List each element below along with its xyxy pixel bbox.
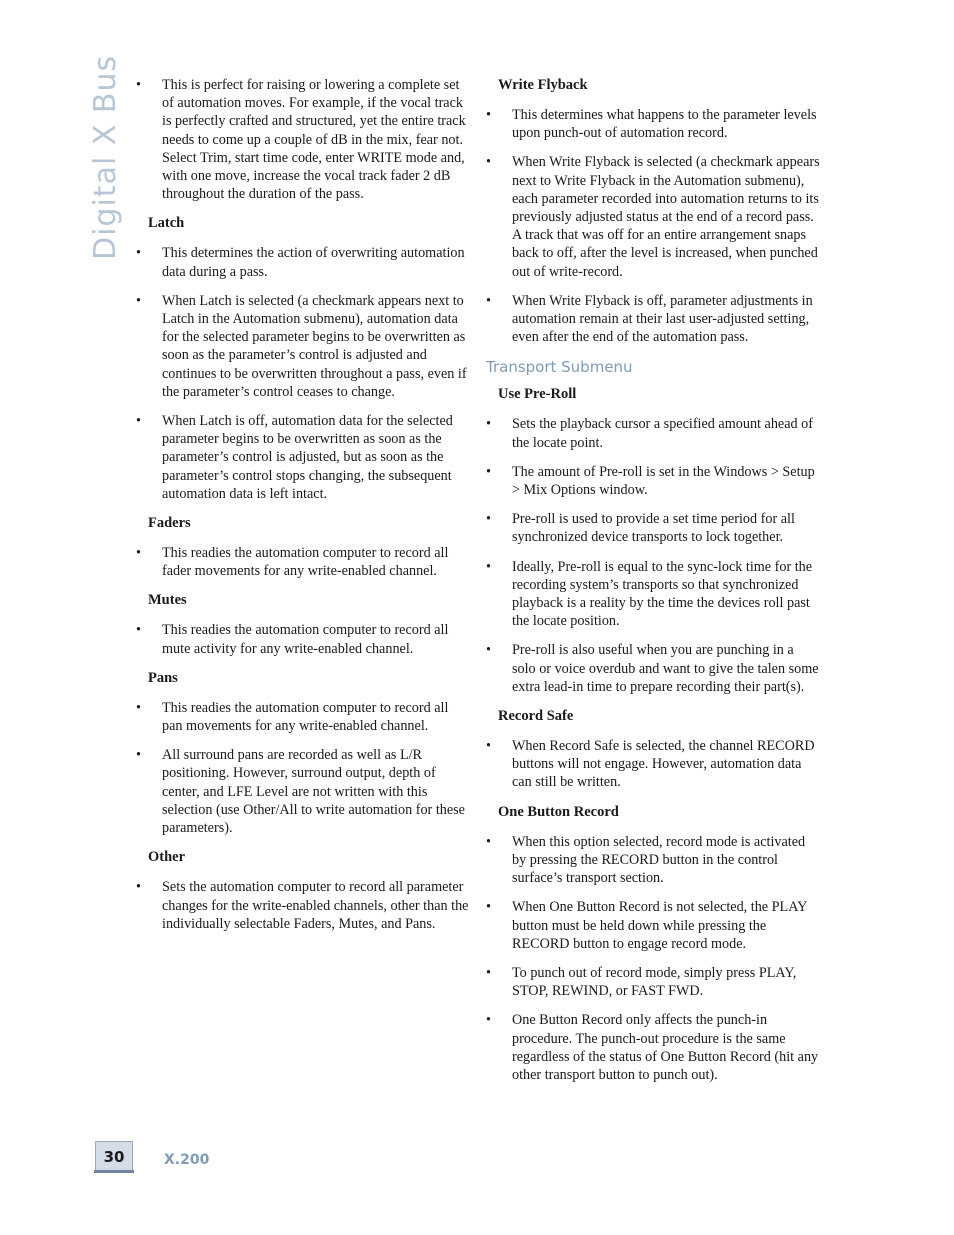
bullet-icon: • — [136, 747, 141, 764]
list-item-text: One Button Record only affects the punch-in procedure. The punch-out procedure is the same regardless of the status of One Button Record (hit any other transport button to punch out). — [512, 1012, 819, 1083]
bullet-list — [486, 737, 820, 792]
list-item-text: This readies the automation computer to record all pan movements for any write-enabled channel. — [162, 699, 449, 735]
bullet-icon: • — [136, 77, 141, 93]
list-item — [486, 737, 820, 792]
list-item — [486, 415, 820, 451]
page-number: 30 — [95, 1141, 133, 1172]
bullet-icon: • — [136, 292, 141, 309]
bullet-icon: • — [486, 1012, 491, 1029]
list-item — [486, 1011, 820, 1084]
list-item-text: The amount of Pre-roll is set in the Windows > Setup > Mix Options window. — [512, 463, 815, 499]
side-title: Digital X Bus — [88, 54, 123, 260]
list-item-text: Ideally, Pre-roll is equal to the sync-lock time for the recording system’s transports so that synchronized playback is a reality by the time the devices roll past the locate position. — [512, 558, 813, 630]
bullet-icon: • — [486, 511, 491, 528]
list-item — [136, 292, 470, 401]
bullet-icon: • — [486, 292, 491, 309]
section-heading: Transport Submenu — [486, 358, 633, 377]
bullet-icon: • — [486, 642, 491, 659]
list-item-text: When Write Flyback is selected (a checkmark appears next to Write Flyback in the Automation submenu), each parameter recorded into automation returns to its previously adjusted status at the end of a record pass. A track that was off for an entire arrangement snaps back to off, after the level is increased, when punched out of write-record. — [512, 154, 820, 280]
list-item — [486, 833, 820, 888]
list-item — [136, 699, 470, 735]
left-column — [136, 76, 470, 944]
bullet-list — [136, 699, 470, 837]
list-item-text: To punch out of record mode, simply press PLAY, STOP, REWIND, or FAST FWD. — [512, 964, 797, 1000]
list-item — [136, 412, 470, 503]
right-column — [486, 76, 820, 1095]
bullet-list — [486, 415, 820, 696]
bullet-list — [136, 878, 470, 933]
list-item — [486, 898, 820, 953]
list-item — [136, 878, 470, 933]
bullet-icon: • — [486, 463, 491, 480]
bullet-list — [486, 106, 820, 346]
bullet-icon: • — [136, 699, 141, 716]
list-item-text: Pre-roll is used to provide a set time period for all synchronized device transports to lock together. — [512, 511, 795, 546]
list-item — [136, 746, 470, 837]
list-item-text: This is perfect for raising or lowering a complete set of automation moves. For example, if the vocal track is perfectly crafted and structured, yet the entire track needs to come up a couple of dB in the mix, fear not. Select Trim, start time code, enter WRITE mode and, with one move, increase the vocal track fader 2 dB throughout the duration of the pass. — [162, 77, 466, 203]
bullet-icon: • — [486, 738, 491, 755]
bullet-list — [136, 76, 470, 203]
list-item — [136, 621, 470, 657]
subheading: Pans — [148, 669, 178, 686]
bullet-list — [486, 833, 820, 1084]
bullet-icon: • — [136, 413, 141, 430]
subheading: Other — [148, 849, 186, 866]
list-item — [486, 106, 820, 142]
list-item — [486, 558, 820, 631]
subheading: Faders — [148, 515, 191, 532]
subheading: Latch — [148, 215, 185, 232]
list-item-text: Sets the playback cursor a specified amount ahead of the locate point. — [512, 416, 813, 451]
bullet-icon: • — [486, 154, 491, 171]
list-item-text: When Latch is off, automation data for the selected parameter begins to be overwritten as soon as the parameter’s control is adjusted, but as soon as the parameter’s control stops changing, the subsequent automation data is left intact. — [162, 413, 453, 502]
bullet-icon: • — [486, 416, 491, 433]
list-item — [136, 244, 470, 280]
list-item-text: This determines what happens to the parameter levels upon punch-out of automation record. — [512, 107, 817, 142]
bullet-list — [136, 621, 470, 657]
bullet-icon: • — [136, 622, 141, 639]
list-item-text: When Write Flyback is off, parameter adjustments in automation remain at their last user-adjusted setting, even after the end of the automation pass. — [512, 292, 813, 346]
list-item-text: Sets the automation computer to record all parameter changes for the write-enabled channels, other than the individually selectable Faders, Mutes, and Pans. — [162, 879, 469, 932]
list-item — [486, 153, 820, 280]
list-item-text: This readies the automation computer to record all mute activity for any write-enabled channel. — [162, 622, 449, 657]
list-item — [486, 292, 820, 347]
subheading: One Button Record — [498, 803, 619, 820]
subheading: Write Flyback — [498, 77, 588, 93]
subheading: Use Pre-Roll — [498, 386, 577, 403]
list-item-text: This readies the automation computer to record all fader movements for any write-enabled channel. — [162, 545, 449, 580]
bullet-icon: • — [486, 833, 491, 850]
list-item-text: When this option selected, record mode is activated by pressing the RECORD button in the control surface’s transport section. — [512, 833, 806, 887]
bullet-icon: • — [486, 107, 491, 123]
bullet-icon: • — [486, 558, 491, 575]
list-item — [136, 544, 470, 580]
list-item — [486, 641, 820, 696]
subheading: Mutes — [148, 592, 187, 609]
list-item-text: Pre-roll is also useful when you are punching in a solo or voice overdub and want to give the talen some extra lead-in time to prepare recording their part(s). — [512, 642, 819, 695]
list-item — [486, 964, 820, 1000]
list-item — [486, 463, 820, 499]
list-item-text: When Record Safe is selected, the channel RECORD buttons will not engage. However, automation data can still be written. — [512, 738, 815, 791]
bullet-icon: • — [486, 899, 491, 916]
bullet-icon: • — [136, 545, 141, 562]
list-item — [486, 510, 820, 546]
bullet-list — [136, 544, 470, 580]
bullet-list — [136, 244, 470, 503]
subheading: Record Safe — [498, 708, 574, 725]
bullet-icon: • — [136, 879, 141, 896]
model-name: X.200 — [164, 1152, 210, 1168]
list-item-text: When Latch is selected (a checkmark appears next to Latch in the Automation submenu), automation data for the selected parameter begins to be overwritten as soon as the parameter’s control is adjusted and continues to be overwritten throughout a pass, even if the parameter’s control ceases to change. — [162, 292, 467, 400]
list-item-text: When One Button Record is not selected, the PLAY button must be held down while pressing the RECORD button to engage record mode. — [512, 899, 807, 952]
list-item — [136, 76, 470, 203]
list-item-text: All surround pans are recorded as well as L/R positioning. However, surround output, depth of center, and LFE Level are not written with this selection (use Other/All to write automation for these parameters). — [162, 747, 465, 837]
list-item-text: This determines the action of overwriting automation data during a pass. — [162, 245, 465, 280]
bullet-icon: • — [486, 964, 491, 981]
bullet-icon: • — [136, 245, 141, 262]
